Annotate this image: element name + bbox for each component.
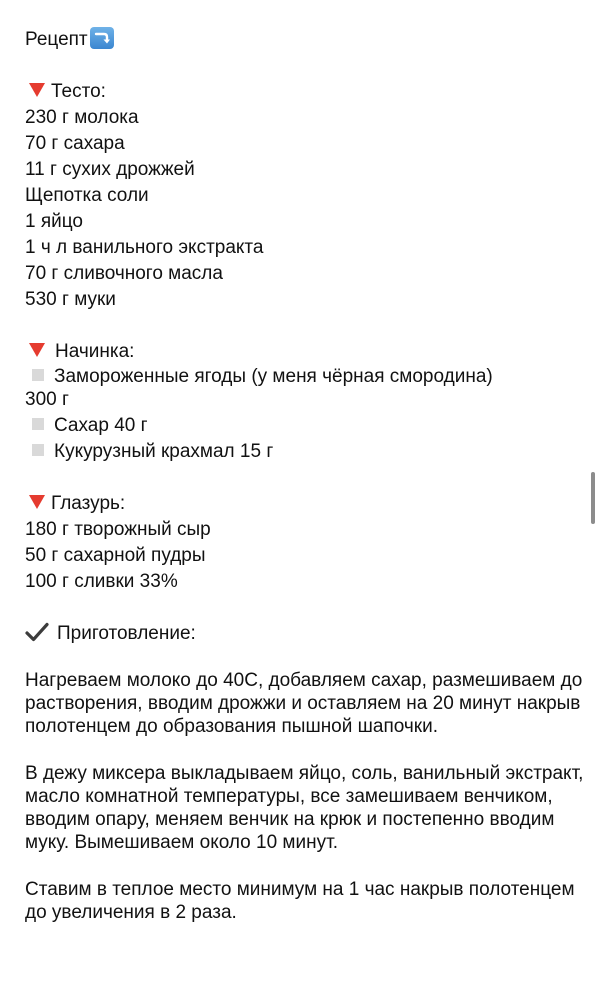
check-mark-icon: [25, 622, 49, 642]
recipe-title: Рецепт: [25, 29, 88, 50]
dough-item: 1 ч л ванильного экстракта: [25, 237, 264, 258]
dough-item: 530 г муки: [25, 289, 116, 310]
red-triangle-down-icon: [29, 83, 45, 97]
recipe-text: [25, 27, 585, 924]
preparation-paragraph: Нагреваем молоко до 40С, добавляем сахар, размешиваем до растворения, вводим дрожжи и оставляем на 20 минут накрыв полотенцем до образования пышной шапочки.: [25, 670, 583, 737]
dough-heading-line: [25, 79, 585, 105]
dough-item: 1 яйцо: [25, 211, 83, 232]
preparation-heading-line: [25, 621, 585, 647]
filling-heading: Начинка:: [55, 341, 135, 362]
preparation-paragraph: Ставим в теплое место минимум на 1 час накрыв полотенцем до увеличения в 2 раза.: [25, 879, 575, 923]
red-triangle-down-icon: [29, 495, 45, 509]
filling-item: Сахар 40 г: [25, 413, 585, 439]
filling-item: Замороженные ягоды (у меня чёрная смородина): [25, 365, 585, 388]
glaze-item: 180 г творожный сыр: [25, 519, 211, 540]
gray-square-icon: [32, 444, 44, 456]
recipe-title-line: [25, 27, 585, 53]
dough-item: 70 г сливочного масла: [25, 263, 223, 284]
gray-square-icon: [32, 369, 44, 381]
filling-item: Кукурузный крахмал 15 г: [25, 439, 585, 465]
preparation-paragraph: В дежу миксера выкладываем яйцо, соль, ванильный экстракт, масло комнатной температуры, все замешиваем венчиком, вводим опару, меняем венчик на крюк и постепенно вводим муку. Вымешиваем около 10 минут.: [25, 763, 584, 853]
preparation-heading: Приготовление:: [57, 623, 196, 644]
dough-item: 230 г молока: [25, 107, 139, 128]
filling-heading-line: [25, 339, 585, 365]
dough-heading: Тесто:: [51, 81, 106, 102]
right-arrow-curving-down-icon: [90, 27, 114, 49]
glaze-item: 50 г сахарной пудры: [25, 545, 206, 566]
glaze-heading-line: [25, 491, 585, 517]
gray-square-icon: [32, 418, 44, 430]
dough-item: 70 г сахара: [25, 133, 125, 154]
red-triangle-down-icon: [29, 343, 45, 357]
glaze-item: 100 г сливки 33%: [25, 571, 178, 592]
glaze-heading: Глазурь:: [51, 493, 126, 514]
filling-item-continuation: 300 г: [25, 389, 69, 410]
dough-item: 11 г сухих дрожжей: [25, 159, 195, 180]
scrollbar[interactable]: [591, 472, 595, 524]
dough-item: Щепотка соли: [25, 185, 149, 206]
